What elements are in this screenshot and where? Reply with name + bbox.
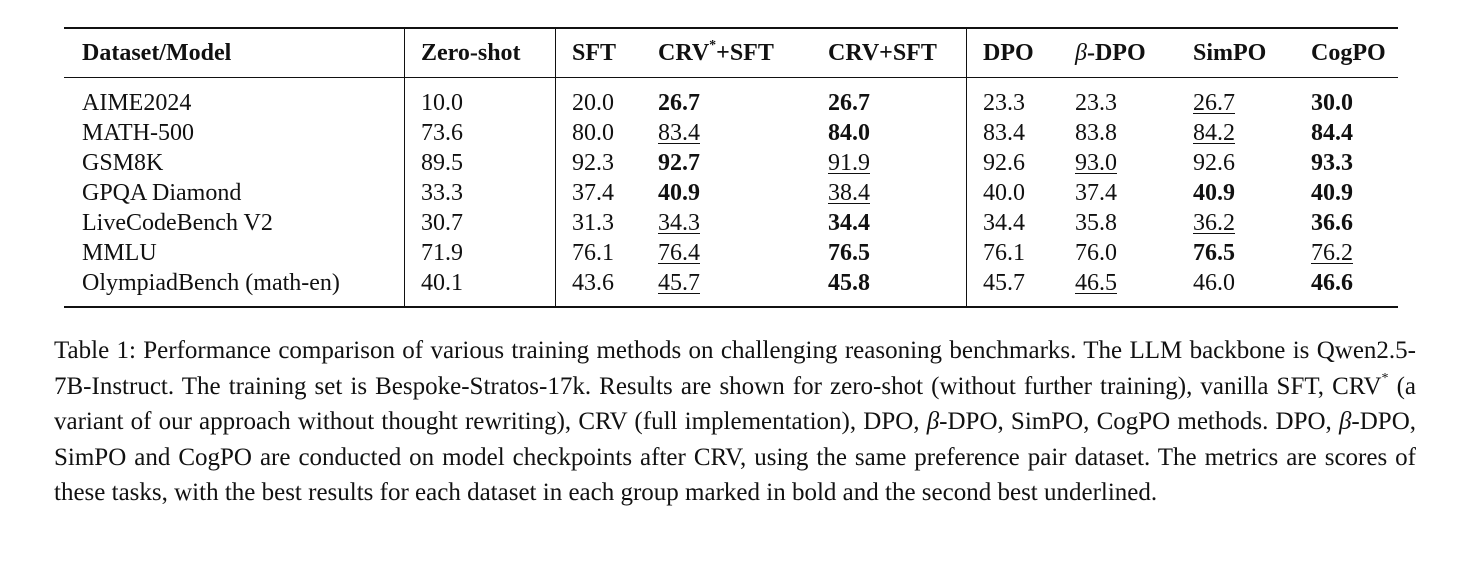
score-cell [658,268,828,307]
score-value: 23.3 [983,90,1025,116]
score-cell [1311,268,1398,307]
score-cell [405,208,556,238]
header-crv-star-base: CRV [658,40,710,66]
score-cell [828,238,967,268]
best-score: 40.9 [1193,180,1235,206]
score-value: 76.1 [572,240,614,266]
caption-crv-star-sup: * [1381,371,1389,387]
best-score: 26.7 [658,90,700,116]
best-score: 36.6 [1311,210,1353,236]
second-best-score: 36.2 [1193,210,1235,236]
score-value: 83.8 [1075,120,1117,146]
second-best-score: 91.9 [828,150,870,176]
second-best-score: 26.7 [1193,90,1235,116]
header-simpo: SimPO [1193,28,1311,78]
score-cell [658,208,828,238]
score-cell [1075,148,1193,178]
score-cell [556,178,659,208]
score-value: 37.4 [1075,180,1117,206]
dataset-name-cell: MMLU [64,238,405,268]
second-best-score: 38.4 [828,180,870,206]
caption-part-2: (a variant of our approach without thought rewriting), CRV (full implementation), DPO, [54,372,1416,435]
second-best-score: 84.2 [1193,120,1235,146]
table-row [64,148,1398,178]
second-best-score: 83.4 [658,120,700,146]
score-value: 40.0 [983,180,1025,206]
best-score: 84.4 [1311,120,1353,146]
score-value: 31.3 [572,210,614,236]
score-cell [405,268,556,307]
score-value: 80.0 [572,120,614,146]
score-cell [658,78,828,119]
caption-part-1: Table 1: Performance comparison of various training methods on challenging reasoning benchmarks. The LLM backbone is Qwen2.5-7B-Instruct. The training set is Bespoke-Stratos-17k. Results are shown for zero-shot (without further training), vanilla SFT, CRV [54,337,1416,400]
score-cell [1075,238,1193,268]
score-cell [658,178,828,208]
score-cell [658,118,828,148]
caption-beta-1: β [926,408,940,435]
score-cell [405,148,556,178]
table-row [64,178,1398,208]
score-cell [1193,118,1311,148]
score-cell [1311,78,1398,119]
header-crv-sft: CRV+SFT [828,28,967,78]
score-value: 40.1 [421,270,463,296]
table-row [64,268,1398,307]
header-beta-dpo [1075,28,1193,78]
header-cogpo: CogPO [1311,28,1398,78]
header-dpo: DPO [967,28,1076,78]
second-best-score: 93.0 [1075,150,1117,176]
table-caption [54,333,1416,511]
best-score: 92.7 [658,150,700,176]
score-cell [1075,178,1193,208]
score-cell [556,118,659,148]
score-value: 76.0 [1075,240,1117,266]
score-cell [556,268,659,307]
score-cell [967,178,1076,208]
score-value: 92.6 [983,150,1025,176]
score-cell [967,118,1076,148]
score-value: 71.9 [421,240,463,266]
score-cell [967,208,1076,238]
score-value: 10.0 [421,90,463,116]
best-score: 46.6 [1311,270,1353,296]
score-value: 89.5 [421,150,463,176]
header-crv-star-sft [658,28,828,78]
score-cell [1075,208,1193,238]
caption-part-4: -DPO, SimPO and CogPO are conducted on model checkpoints after CRV, using the same preference pair dataset. The metrics are scores of these tasks, with the best results for each dataset in each group marked in bold and the second best underlined. [54,408,1416,506]
best-score: 34.4 [828,210,870,236]
header-beta-symbol: β [1075,40,1087,66]
score-value: 92.3 [572,150,614,176]
best-score: 76.5 [1193,240,1235,266]
second-best-score: 34.3 [658,210,700,236]
score-cell [1193,78,1311,119]
caption-part-3: -DPO, SimPO, CogPO methods. DPO, [939,408,1339,435]
score-value: 73.6 [421,120,463,146]
score-value: 37.4 [572,180,614,206]
header-sft: SFT [556,28,659,78]
dataset-name-cell: OlympiadBench (math-en) [64,268,405,307]
score-cell [405,78,556,119]
score-cell [1193,148,1311,178]
score-value: 23.3 [1075,90,1117,116]
second-best-score: 76.2 [1311,240,1353,266]
score-cell [967,268,1076,307]
score-cell [1311,238,1398,268]
best-score: 40.9 [658,180,700,206]
score-value: 20.0 [572,90,614,116]
score-cell [405,238,556,268]
score-cell [967,238,1076,268]
score-cell [967,78,1076,119]
score-cell [556,78,659,119]
second-best-score: 45.7 [658,270,700,296]
caption-beta-2: β [1338,408,1352,435]
score-value: 92.6 [1193,150,1235,176]
best-score: 84.0 [828,120,870,146]
score-cell [828,78,967,119]
score-cell [828,148,967,178]
score-value: 43.6 [572,270,614,296]
score-cell [1075,78,1193,119]
dataset-name-cell: AIME2024 [64,78,405,119]
dataset-name-cell: LiveCodeBench V2 [64,208,405,238]
score-cell [556,238,659,268]
best-score: 40.9 [1311,180,1353,206]
score-cell [405,178,556,208]
second-best-score: 46.5 [1075,270,1117,296]
score-cell [1311,178,1398,208]
second-best-score: 76.4 [658,240,700,266]
score-cell [1311,208,1398,238]
score-value: 45.7 [983,270,1025,296]
header-crv-star-sup: * [709,38,717,53]
score-value: 34.4 [983,210,1025,236]
score-cell [1193,208,1311,238]
best-score: 26.7 [828,90,870,116]
score-value: 30.7 [421,210,463,236]
score-cell [1075,118,1193,148]
score-cell [405,118,556,148]
score-cell [828,178,967,208]
score-cell [1075,268,1193,307]
dataset-name-cell: MATH-500 [64,118,405,148]
table-row [64,208,1398,238]
score-value: 83.4 [983,120,1025,146]
best-score: 93.3 [1311,150,1353,176]
score-cell [828,208,967,238]
score-cell [967,148,1076,178]
table-row [64,238,1398,268]
best-score: 30.0 [1311,90,1353,116]
header-beta-dpo-suffix: -DPO [1086,40,1146,66]
header-row [64,28,1398,78]
best-score: 76.5 [828,240,870,266]
score-cell [828,118,967,148]
score-value: 35.8 [1075,210,1117,236]
header-crv-star-suffix: +SFT [716,40,774,66]
score-value: 33.3 [421,180,463,206]
dataset-name-cell: GSM8K [64,148,405,178]
score-cell [1193,178,1311,208]
table-row [64,78,1398,119]
score-cell [556,148,659,178]
best-score: 45.8 [828,270,870,296]
results-table [64,27,1398,308]
header-dataset-model: Dataset/Model [64,28,405,78]
score-cell [1311,148,1398,178]
score-value: 46.0 [1193,270,1235,296]
table-body [64,78,1398,308]
score-cell [556,208,659,238]
table-row [64,118,1398,148]
score-cell [828,268,967,307]
score-cell [658,148,828,178]
dataset-name-cell: GPQA Diamond [64,178,405,208]
header-zero-shot: Zero-shot [405,28,556,78]
table-header [64,28,1398,78]
score-cell [1311,118,1398,148]
score-value: 76.1 [983,240,1025,266]
score-cell [658,238,828,268]
score-cell [1193,268,1311,307]
score-cell [1193,238,1311,268]
